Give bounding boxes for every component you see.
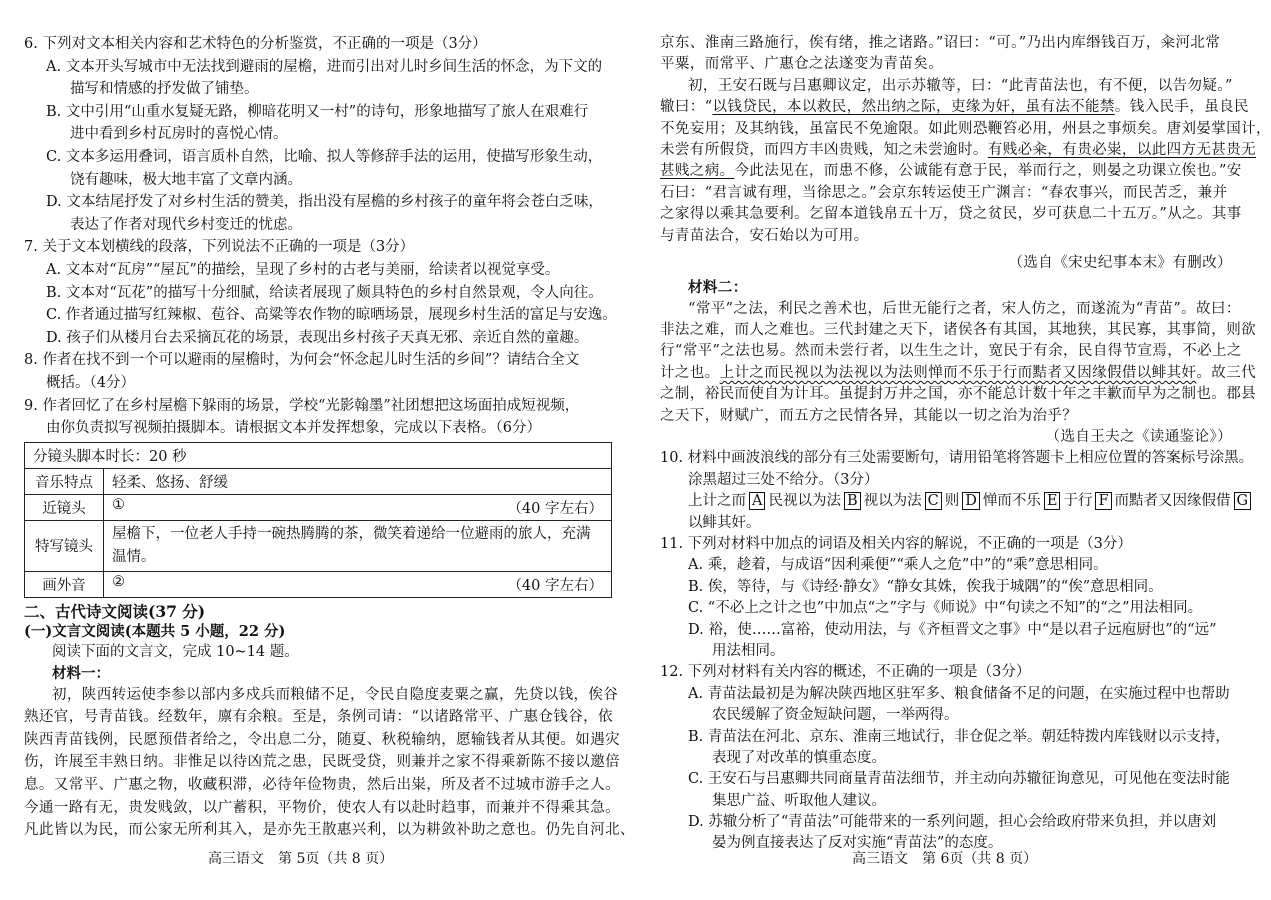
break-option-c[interactable]: C: [925, 492, 942, 510]
q8-stem: 8. 作者在找不到一个可以避雨的屋檐时，为何会“怀念起儿时生活的乡间”？请结合全文: [24, 352, 580, 369]
q10-options: [660, 491, 1249, 512]
q12-stem: 12. 下列对材料有关内容的概述，不正确的一项是（3分）: [660, 664, 1031, 681]
q6-option-b-cont: 进中看到乡村瓦房时的喜悦心情。: [70, 126, 288, 143]
q7-option-c: C. 作者通过描写红辣椒、苞谷、高粱等农作物的晾晒场景，展现乡村生活的富足与安逸。: [46, 307, 617, 324]
q11-option-d: D. 裕，使……富裕，使动用法，与《齐桓晋文之事》中“是以君子远庖厨也”的“远”: [688, 621, 1217, 638]
word-limit-note: （40 字左右）: [507, 577, 603, 594]
table-row: [25, 494, 612, 520]
segment: 民视以为法: [768, 493, 841, 510]
reading-instruction: 阅读下面的文言文，完成 10~14 题。: [52, 643, 299, 660]
text: 今此法见在，而患不修，公诚能有意于民，举而行之，则晏之功课立俟也。”安: [734, 163, 1242, 180]
q6-stem: 6. 下列对文本相关内容和艺术特色的分析鉴赏，不正确的一项是（3分）: [24, 36, 487, 52]
question-12: [660, 662, 1232, 855]
segment: 于行: [1063, 493, 1093, 510]
passage-line: 京东、淮南三路施行，俟有绪，推之诸路。”诏曰：“可。”乃出内库缗钱百万，籴河北常: [660, 35, 1221, 51]
row-content-text: 轻柔、悠扬、舒缓: [112, 474, 228, 491]
script-table: [24, 442, 612, 598]
q11-option-a: A. 乘，趁着，与成语“因利乘便”“乘人之危”中”的“乘”意思相同。: [688, 557, 1108, 574]
q6-option-a: A. 文本开头写城市中无法找到避雨的屋檐，进而引出对儿时乡间生活的怀念，为下文的: [46, 58, 603, 75]
row-label: 近镜头: [25, 494, 104, 520]
text: 未尝有所假贷，而四方丰凶贵贱，知之未尝逾时。: [660, 141, 988, 158]
wavy-underlined-text: 上计之而民视以为法视以为法则惮而不乐于行而黠者又因缘假借以鲱其奸: [719, 364, 1197, 381]
q11-option-c: C. “不必上之计之也”中加点“之”字与《师说》中“句读之不知”的“之”用法相同。: [688, 600, 1203, 617]
text: 计之也。: [660, 364, 720, 381]
passage-line: 不免妄用；及其纳钱，虽富民不免逾限。如此则恐鞭笞必用，州县之事烦矣。唐刘晏掌国计，: [660, 120, 1271, 137]
page-footer-5: 高三语文 第 5页（共 8 页）: [208, 851, 394, 867]
page-footer-6: 高三语文 第 6页（共 8 页）: [852, 851, 1038, 867]
table-row: [25, 468, 612, 494]
text: 辙曰：“: [660, 99, 713, 116]
q6-option-a-cont: 描写和情感的抒发做了铺垫。: [70, 81, 259, 98]
passage-line: 与青苗法合，安石始以为可用。: [660, 227, 869, 244]
passage-line: 之天下，财赋广，而五方之民情各异，其能以一切之治为治乎？: [660, 407, 1078, 424]
row-content-text: ①: [112, 496, 125, 513]
q6-option-b: B. 文中引用“山重水复疑无路，柳暗花明又一村”的诗句，形象地描写了旅人在艰难行: [46, 103, 589, 120]
break-option-e[interactable]: E: [1044, 492, 1061, 510]
question-7: [24, 236, 617, 349]
q7-option-d: D. 孩子们从楼月台去采摘瓦花的场景，表现出乡村孩子天真无邪、亲近自然的童趣。: [46, 329, 589, 346]
passage-line: 石曰：“君言诚有理，当徐思之。”会京东转运使王广渊言：“春农事兴，而民苦乏，兼并: [660, 184, 1228, 201]
question-6: [24, 33, 614, 236]
break-option-g[interactable]: G: [1234, 492, 1252, 510]
q8-stem-cont: 概括。（4分）: [46, 374, 135, 391]
row-content[interactable]: [104, 494, 612, 520]
passage-line: 今通一路有无，贵发贱敛，以广蓄积，平物价，使农人有以赴时趋事，而兼并不得乘其急。: [24, 799, 620, 816]
q9-stem-cont: 由你负责拟写视频拍摄脚本。请根据文本并发挥想象，完成以下表格。（6分）: [46, 420, 541, 437]
segment: 惮而不乐: [982, 493, 1041, 510]
material-2-title: 材料二：: [688, 279, 748, 297]
underlined-text: 甚贱之病。: [660, 163, 735, 180]
segment: 而黠者又因缘假借: [1114, 493, 1231, 510]
subsection-heading: (一)文言文阅读(本题共 5 小题，22 分): [24, 622, 286, 640]
passage-line: [660, 97, 1249, 118]
material-1-text: [24, 684, 635, 842]
source-citation-2: （选自王夫之《读通鉴论》）: [1045, 429, 1232, 446]
passage-line: 之制，裕民而使自为计耳。虽提封万井之国，亦不能总计数十年之丰歉而早为之制也。郡县: [660, 386, 1256, 403]
question-11: [660, 534, 1232, 662]
passage-line: 凡此皆以为民，而公家无所利其入，是亦先王散惠兴利，以为耕敛补助之意也。仍先自河北、: [24, 822, 635, 839]
question-8: [24, 349, 614, 394]
underlined-text: 以钱贷民，本以救民，然出纳之际，吏缘为奸，虽有法不能禁: [712, 99, 1115, 116]
q6-option-c: C. 文本多运用叠词，语言质朴自然，比喻、拟人等修辞手法的运用，使描写形象生动，: [46, 148, 603, 165]
row-content-text: 屋檐下，一位老人手持一碗热腾腾的茶，微笑着递给一位避雨的旅人，充满温情。: [112, 525, 591, 565]
q6-option-d-cont: 表达了作者对现代乡村变迁的忧虑。: [70, 216, 302, 233]
table-row: [25, 571, 612, 597]
row-content[interactable]: [104, 571, 612, 597]
row-content: [104, 468, 612, 494]
q12-option-c-cont: 集思广益、听取他人建议。: [712, 792, 886, 809]
right-page: [660, 33, 1271, 855]
q10-stem-cont: 涂黑超过三处不给分。（3分）: [688, 471, 879, 488]
q11-option-d-cont: 用法相同。: [712, 642, 785, 659]
row-label: 特写镜头: [25, 520, 104, 571]
row-label: 音乐特点: [25, 468, 104, 494]
q6-option-c-cont: 饶有趣味，极大地丰富了文章内涵。: [70, 171, 302, 188]
q11-option-b: B. 俟，等待，与《诗经·静女》“静女其姝，俟我于城隅”的“俟”意思相同。: [688, 578, 1163, 595]
passage-line: 初，陕西转运使李参以部内多戍兵而粮储不足，令民自隐度麦粟之赢，先贷以钱，俟谷: [52, 686, 619, 703]
q12-option-a: A. 青苗法最初是为解决陕西地区驻军多、粮食储备不足的问题，在实施过程中也帮助: [688, 685, 1230, 702]
material-1-title: 材料一：: [52, 664, 110, 682]
q10-stem: 10. 材料中画波浪线的部分有三处需要断句，请用铅笔将答题卡上相应位置的答案标号涂黑。: [660, 450, 1254, 467]
text: 。钱入民手，虽良民: [1114, 99, 1249, 116]
segment: 视以为法: [863, 493, 922, 510]
passage-line: 息。又常平、广惠之物，收藏积滞，必待年俭物贵，然后出粜，所及者不过城市游手之人。: [24, 777, 620, 794]
left-page: [24, 33, 635, 842]
segment: 则: [944, 493, 960, 510]
passage-line: [660, 140, 1257, 161]
break-option-d[interactable]: D: [962, 492, 980, 510]
break-option-b[interactable]: B: [844, 492, 861, 510]
q7-stem: 7. 关于文本划横线的段落，下列说法不正确的一项是（3分）: [24, 239, 415, 256]
material-1-text-cont: [660, 33, 1271, 448]
q7-option-b: B. 文本对“瓦花”的描写十分细腻，给读者展现了颇具特色的乡村自然景观，令人向往。: [46, 284, 603, 301]
question-9: [24, 395, 614, 440]
passage-line: 行“常平”之法也易。然而未尝行者，以生生之计，宽民于有余，民自得节宣焉，不必上之: [660, 343, 1242, 360]
q12-option-b-cont: 表现了对改革的慎重态度。: [712, 749, 886, 766]
underlined-text: 有贱必籴，有贵必粜，以此四方无甚贵无: [987, 141, 1257, 158]
word-limit-note: （40 字左右）: [507, 500, 603, 517]
section-heading: 二、古代诗文阅读(37 分): [24, 601, 206, 621]
row-label: 画外音: [25, 571, 104, 597]
passage-line: 平粟，而常平、广惠仓之法遂变为青苗矣。: [660, 56, 944, 73]
passage-line: 非法之难，而人之难也。三代封建之天下，诸侯各有其国，其地狭，其民寡，其事简，则欲: [660, 322, 1256, 339]
q12-option-d-cont: 晏为例直接表达了反对实施“青苗法”的态度。: [712, 835, 1003, 852]
q6-option-d: D. 文本结尾抒发了对乡村生活的赞美，指出没有屋檐的乡村孩子的童年将会苍白乏味，: [46, 194, 603, 211]
duration-cell: 分镜头脚本时长：20 秒: [25, 442, 612, 468]
q12-option-a-cont: 农民缓解了资金短缺问题，一举两得。: [712, 707, 959, 724]
q12-option-c: C. 王安石与吕惠卿共同商量青苗法细节，并主动向苏辙征询意见，可见他在变法时能: [688, 771, 1230, 788]
source-citation-1: （选自《宋史纪事本末》有删改）: [1008, 254, 1232, 271]
passage-line: 之家得以乘其急要利。乞留本道钱帛五十万，贷之贫民，岁可获息二十五万。”从之。其事: [660, 206, 1242, 223]
passage-line: 熟还官，号青苗钱。经数年，廪有余粮。至是，条例司请：“以诸路常平、广惠仓钱谷，依: [24, 709, 613, 726]
segment: 上计之而: [688, 493, 746, 510]
q12-option-b: B. 青苗法在河北、京东、淮南三地试行，非仓促之举。朝廷特拨内库钱财以示支持，: [688, 728, 1230, 745]
q10-tail: 以鲱其奸。: [688, 514, 761, 531]
table-row: [25, 520, 612, 571]
text: 。故三代: [1196, 364, 1257, 381]
q7-option-a: A. 文本对“瓦房”“屋瓦”的描绘，呈现了乡村的古老与美丽，给读者以视觉享受。: [46, 261, 560, 278]
passage-line: [660, 363, 1257, 384]
q9-stem: 9. 作者回忆了在乡村屋檐下躲雨的场景，学校“光影翰墨”社团想把这场面拍成短视频，: [24, 397, 580, 414]
q11-stem: 11. 下列对材料中加点的词语及相关内容的解说，不正确的一项是（3分）: [660, 535, 1132, 552]
table-row: [25, 442, 612, 468]
passage-line: “常平”之法，利民之善术也，后世无能行之者，宋人仿之，而遂流为“青苗”。故曰：: [688, 300, 1241, 317]
passage-line: [660, 161, 1242, 182]
passage-line: 陕西青苗钱例，民愿预借者给之，令出息二分，随夏、秋税输纳，愿输钱者从其便。如遇灾: [24, 731, 620, 748]
passage-line: 初，王安石既与吕惠卿议定，出示苏辙等，曰：“此青苗法也，有不便，以告勿疑。”: [688, 77, 1233, 94]
passage-line: 伤，许展至丰熟日纳。非惟足以待凶荒之患，民既受贷，则兼并之家不得乘新陈不接以邀倍: [24, 754, 620, 771]
q12-option-d: D. 苏辙分析了“青苗法”可能带来的一系列问题，担心会给政府带来负担，并以唐刘: [688, 814, 1217, 831]
row-content: [104, 520, 612, 571]
question-10: [660, 448, 1254, 534]
break-option-a[interactable]: A: [749, 492, 765, 510]
break-option-f[interactable]: F: [1095, 492, 1111, 510]
row-content-text: ②: [112, 573, 125, 590]
